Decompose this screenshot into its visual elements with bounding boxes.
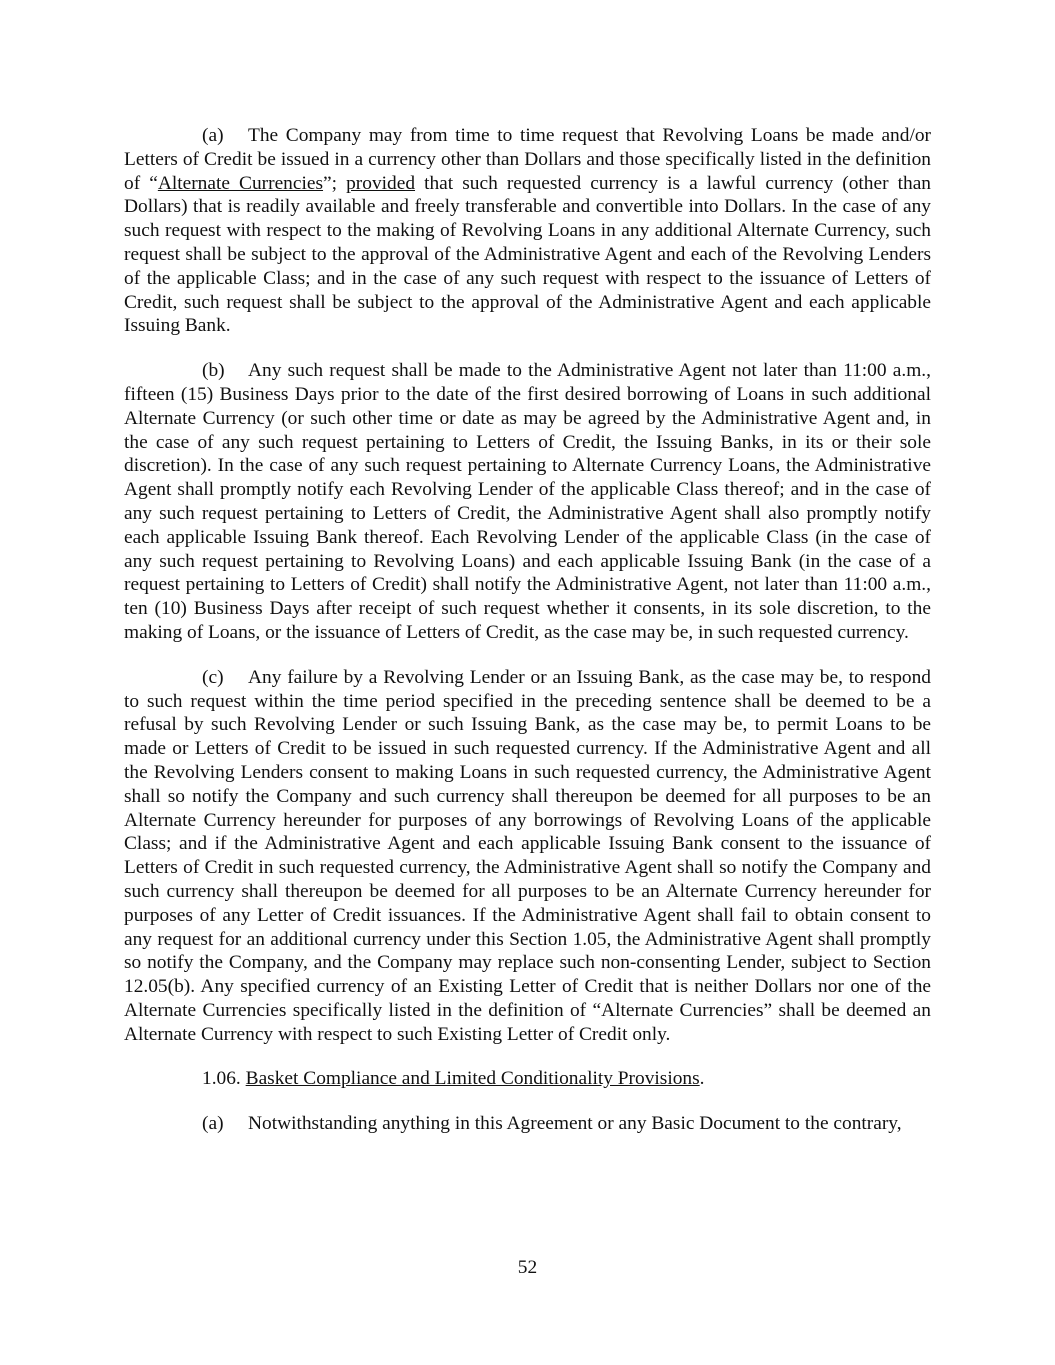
paragraph-marker: (b) bbox=[202, 360, 225, 382]
paragraph-text: Notwithstanding anything in this Agreement or any Basic Document to the contrary, bbox=[248, 1113, 902, 1135]
paragraph-marker: (a) bbox=[202, 125, 224, 146]
section-number: 1.06. bbox=[202, 1068, 241, 1090]
section-title: Basket Compliance and Limited Conditionality Provisions bbox=[245, 1068, 700, 1090]
section-title-period: . bbox=[699, 1068, 705, 1090]
paragraph-text: Any such request shall be made to the Administrative Agent not later than 11:00 a.m., fifteen (15) Business Days prior to the date of the first desired borrowing of Loans in such additional Alternate Currency (or such other time or date as may be agreed by the Administrative Agent and, in the case of any such request pertaining to Letters of Credit, the Issuing Banks, in its or their sole discretion). In the case of any such request pertaining to Alternate Currency Loans, the Administrative Agent shall promptly notify each Revolving Lender of the applicable Class thereof; and in the case of any such request pertaining to Letters of Credit, the Administrative Agent shall also promptly notify each applicable Issuing Bank thereof. Each Revolving Lender of the applicable Class (in the case of any such request pertaining to Revolving Loans) and each applicable Issuing Bank (in the case of a request pertaining to Letters of Credit) shall notify the Administrative Agent, not later than 11:00 a.m., ten (10) Business Days after receipt of such request whether it consents, in its sole discretion, to the making of Loans, or the issuance of Letters of Credit, as the case may be, in such requested currency. bbox=[124, 360, 931, 643]
document-body bbox=[124, 124, 931, 1157]
paragraph-c bbox=[124, 666, 931, 1047]
paragraph-text: that such requested currency is a lawful currency (other than Dollars) that is readily available and freely transferable and convertible into Dollars. In the case of any such request with respect to the making of Revolving Loans in any additional Alternate Currency, such request shall be subject to the approval of the Administrative Agent and each of the Revolving Lenders of the applicable Class; and in the case of any such request with respect to the issuance of Letters of Credit, such request shall be subject to the approval of the Administrative Agent and each applicable Issuing Bank. bbox=[124, 172, 931, 337]
paragraph-marker: (c) bbox=[202, 666, 224, 688]
section-heading bbox=[124, 1067, 931, 1091]
paragraph-marker: (a) bbox=[202, 1113, 224, 1135]
paragraph-text: Any failure by a Revolving Lender or an Issuing Bank, as the case may be, to respond to such request within the time period specified in the preceding sentence shall be deemed to be a refusal by such Revolving Lender or such Issuing Bank, as the case may be, to permit Loans to be made or Letters of Credit to be issued in such requested currency. If the Administrative Agent and all the Revolving Lenders consent to making Loans in such requested currency, the Administrative Agent shall so notify the Company and such currency shall thereupon be deemed for all purposes to be an Alternate Currency hereunder for purposes of any borrowings of Revolving Loans of the applicable Class; and if the Administrative Agent and each applicable Issuing Bank consent to the issuance of Letters of Credit in such requested currency, the Administrative Agent shall so notify the Company and such currency shall thereupon be deemed for all purposes to be an Alternate Currency hereunder for purposes of any Letter of Credit issuances. If the Administrative Agent shall fail to obtain consent to any request for an additional currency under this Section 1.05, the Administrative Agent shall promptly so notify the Company, and the Company may replace such non-consenting Lender, subject to Section 12.05(b). Any specified currency of an Existing Letter of Credit that is neither Dollars nor one of the Alternate Currencies specifically listed in the definition of “Alternate Currencies” shall be deemed an Alternate Currency with respect to such Existing Letter of Credit only. bbox=[124, 666, 931, 1045]
paragraph-text: ”; bbox=[323, 172, 347, 194]
paragraph-section-106-a bbox=[124, 1112, 931, 1136]
defined-term-alternate-currencies: Alternate Currencies bbox=[157, 172, 324, 194]
paragraph-b bbox=[124, 359, 931, 645]
proviso-term: provided bbox=[346, 172, 416, 194]
page-number: 52 bbox=[517, 1257, 538, 1278]
paragraph-a bbox=[124, 124, 931, 338]
paragraph-text: The Company may from time to time request that Revolving Loans be made and/or Letters of Credit be issued in a currency other than Dollars and those specifically listed in the definition of “ bbox=[124, 125, 931, 194]
